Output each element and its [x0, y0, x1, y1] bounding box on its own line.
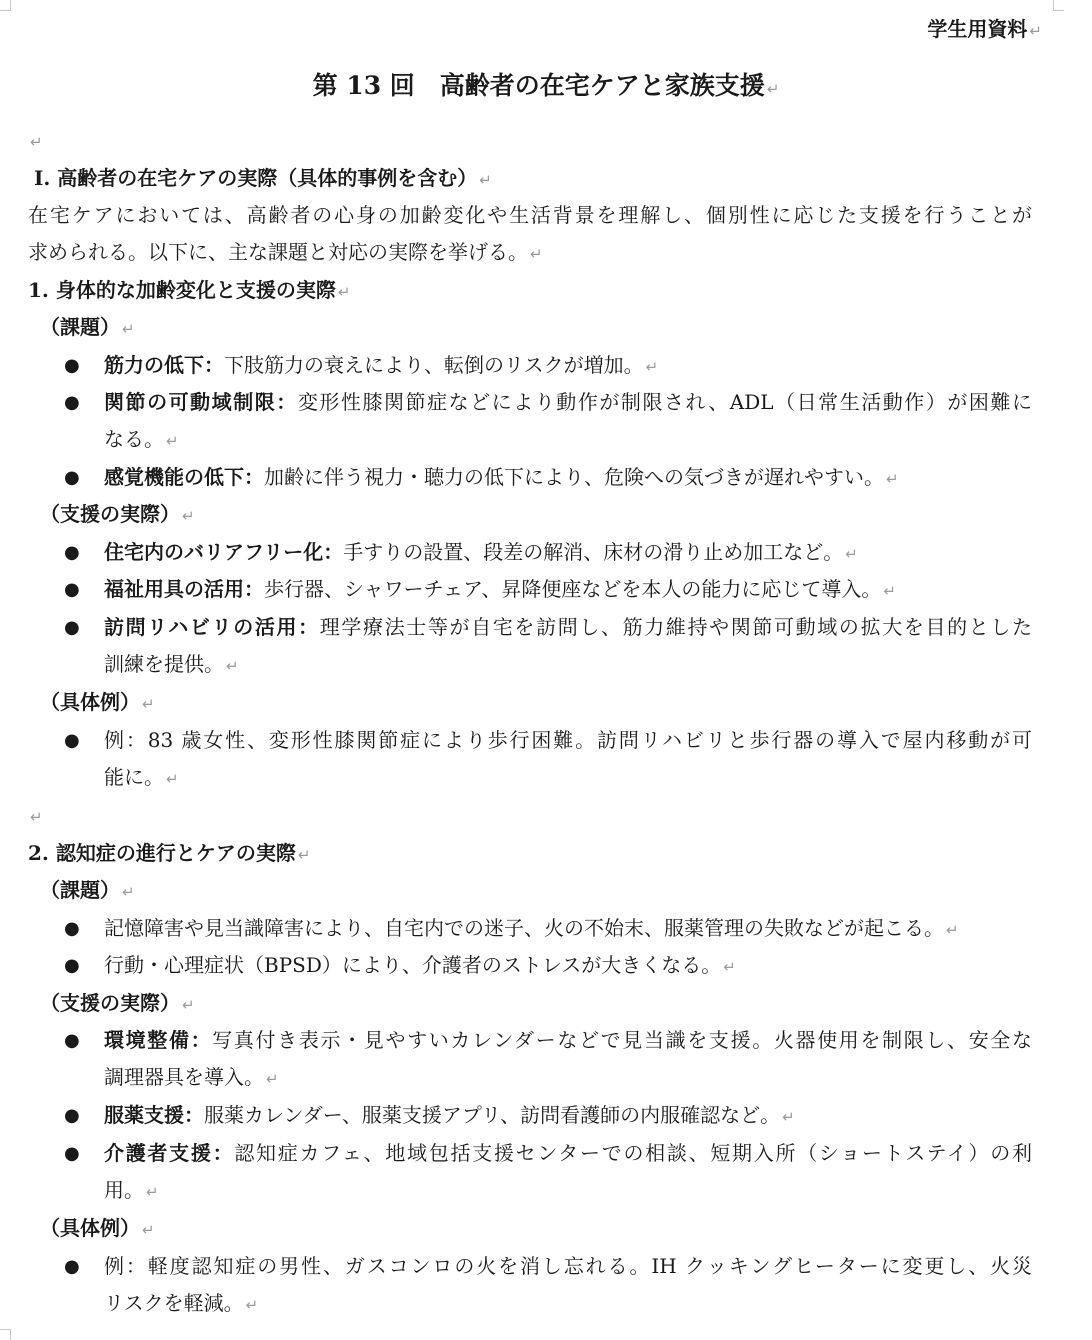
bullet-icon: ● [64, 730, 80, 751]
part1-support-label: （支援の実際） ↵ [40, 502, 195, 526]
page-corner-mark [0, 1329, 11, 1340]
list-item: 介護者支援：認知症カフェ、地域包括支援センターでの相談、短期入所（ショートステイ）の利 [104, 1141, 1032, 1165]
list-item: 福祉用具の活用：歩行器、シャワーチェア、昇降便座などを本人の能力に応じて導入。 ↵ [104, 577, 896, 601]
list-item: 筋力の低下：下肢筋力の衰えにより、転倒のリスクが増加。 ↵ [104, 353, 659, 377]
part2-support-label: （支援の実際） ↵ [40, 991, 195, 1015]
list-item: 服薬支援：服薬カレンダー、服薬支援アプリ、訪問看護師の内服確認など。 ↵ [104, 1103, 795, 1127]
bullet-icon: ● [64, 1143, 80, 1164]
bullet-icon: ● [64, 1105, 80, 1126]
bullet-icon: ● [64, 467, 80, 488]
page-corner-mark [1053, 0, 1064, 11]
part1-issues-label: （課題） ↵ [40, 315, 135, 339]
bullet-icon: ● [64, 355, 80, 376]
list-item: 例：軽度認知症の男性、ガスコンロの火を消し忘れる。IH クッキングヒーターに変更し、火災 [104, 1254, 1032, 1278]
bullet-icon: ● [64, 1030, 80, 1051]
list-item: 感覚機能の低下：加齢に伴う視力・聴力の低下により、危険への気づきが遅れやすい。 ↵ [104, 465, 899, 489]
bullet-icon: ● [64, 1256, 80, 1277]
bullet-icon: ● [64, 617, 80, 638]
list-item: 環境整備：写真付き表示・見やすいカレンダーなどで見当識を支援。火器使用を制限し、安全な [104, 1028, 1032, 1052]
bullet-icon: ● [64, 542, 80, 563]
list-item: 住宅内のバリアフリー化：手すりの設置、段差の解消、床材の滑り止め加工など。 ↵ [104, 540, 858, 564]
list-item: 行動・心理症状（BPSD）により、介護者のストレスが大きくなる。 ↵ [104, 953, 736, 977]
empty-paragraph: ↵ [30, 133, 43, 151]
list-item-continuation: 用。 ↵ [104, 1178, 159, 1202]
page-corner-mark [0, 0, 11, 11]
student-material-label: 学生用資料 ↵ [927, 17, 1042, 41]
list-item: 記憶障害や見当識障害により、自宅内での迷子、火の不始末、服薬管理の失敗などが起こる。 ↵ [104, 916, 959, 940]
list-item-continuation: なる。 ↵ [104, 427, 179, 451]
bullet-icon: ● [64, 918, 80, 939]
list-item-continuation: 能に。 ↵ [104, 765, 179, 789]
part2-issues-label: （課題） ↵ [40, 878, 135, 902]
bullet-icon: ● [64, 579, 80, 600]
list-item-continuation: 調理器具を導入。 ↵ [104, 1065, 279, 1089]
list-item: 関節の可動域制限：変形性膝関節症などにより動作が制限され、ADL（日常生活動作）が困難に [104, 390, 1032, 414]
section1-intro-line1: 在宅ケアにおいては、高齢者の心身の加齢変化や生活背景を理解し、個別性に応じた支援を行うことが [28, 203, 1032, 227]
part1-example-label: （具体例） ↵ [40, 690, 155, 714]
list-item-continuation: リスクを軽減。 ↵ [104, 1291, 259, 1315]
part2-example-label: （具体例） ↵ [40, 1216, 155, 1240]
bullet-icon: ● [64, 955, 80, 976]
part2-heading: 2. 認知症の進行とケアの実際 ↵ [28, 841, 311, 865]
page-title: 第 13 回 高齢者の在宅ケアと家族支援 ↵ [312, 71, 780, 100]
section1-intro-line2: 求められる。以下に、主な課題と対応の実際を挙げる。 ↵ [28, 240, 543, 264]
empty-paragraph: ↵ [30, 808, 43, 826]
list-item-continuation: 訓練を提供。 ↵ [104, 652, 239, 676]
list-item: 例：83 歳女性、変形性膝関節症により歩行困難。訪問リハビリと歩行器の導入で屋内移動が可 [104, 728, 1032, 752]
list-item: 訪問リハビリの活用：理学療法士等が自宅を訪問し、筋力維持や関節可動域の拡大を目的とした [104, 615, 1032, 639]
bullet-icon: ● [64, 392, 80, 413]
section1-heading: Ⅰ. 高齢者の在宅ケアの実際（具体的事例を含む） ↵ [34, 166, 492, 190]
part1-heading: 1. 身体的な加齢変化と支援の実際 ↵ [28, 278, 351, 302]
